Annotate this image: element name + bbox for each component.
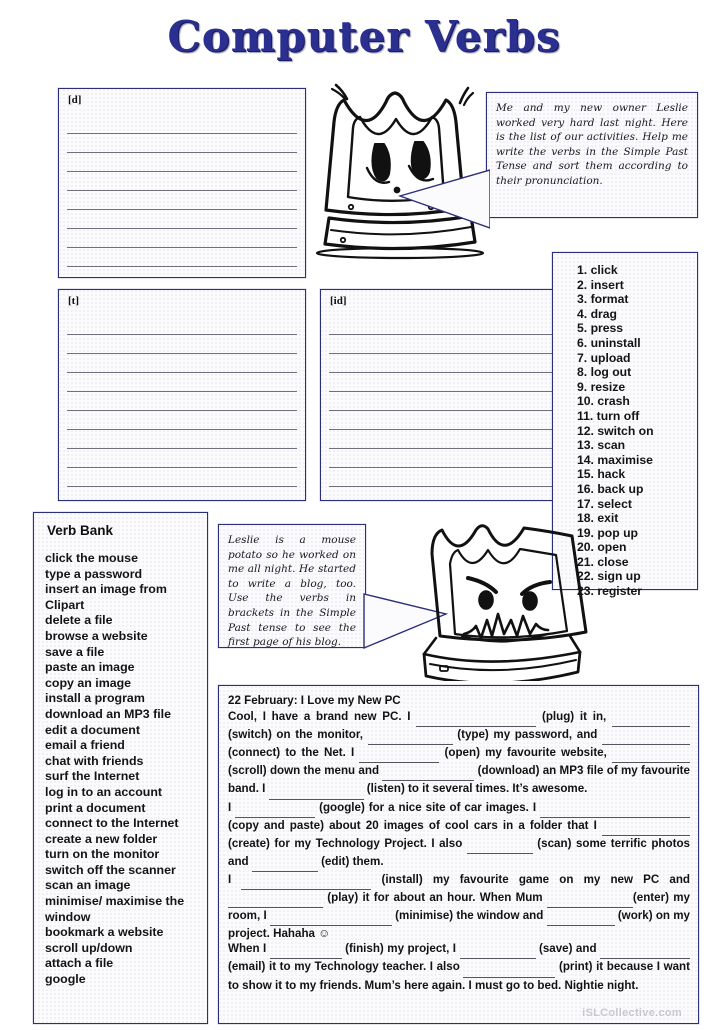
ruled-lines-d (67, 115, 297, 269)
verb-number: 9. (577, 379, 588, 394)
answer-blank[interactable] (269, 783, 364, 799)
verb-list-item (577, 380, 691, 395)
verb-text: register (597, 584, 643, 599)
verb-list-item (577, 467, 691, 482)
verb-list-item (577, 453, 691, 468)
verb-bank-item: create a new folder (45, 831, 158, 846)
watermark: iSLCollective.com (582, 1007, 682, 1019)
verb-list-item (577, 424, 691, 439)
answer-blank[interactable] (382, 765, 474, 781)
answer-blank[interactable] (241, 874, 371, 890)
verb-number: 12. (577, 423, 594, 438)
verb-bank-item: delete a file (45, 613, 113, 628)
verb-text: turn off (596, 408, 640, 423)
verb-bank-item: google (45, 972, 86, 987)
verb-list-item (577, 540, 691, 555)
verb-bank-item: surf the Internet (45, 769, 140, 784)
verb-number: 5. (577, 321, 588, 336)
verb-list-item (577, 555, 691, 570)
verb-bank-item: scan an image (45, 878, 131, 893)
verb-number: 23. (577, 584, 594, 599)
verb-list-item (577, 278, 691, 293)
ruled-lines-id (329, 316, 559, 492)
answer-blank[interactable] (270, 943, 342, 959)
verb-text: click (590, 263, 618, 277)
verb-number: 19. (577, 525, 594, 540)
verb-bank-box (33, 512, 208, 1024)
verb-bank-item: copy an image (45, 675, 132, 690)
verb-bank-item: type a password (45, 566, 143, 581)
verb-number: 2. (577, 277, 588, 292)
answer-blank[interactable] (602, 729, 690, 745)
verb-list-item (577, 292, 691, 307)
verb-text: upload (590, 350, 631, 365)
verb-number: 3. (577, 292, 588, 307)
answer-blank[interactable] (416, 711, 536, 727)
verb-number: 15. (577, 467, 594, 482)
verb-bank-item: install a program (45, 691, 145, 706)
verb-number: 7. (577, 350, 588, 365)
verb-bank-item: paste an image (45, 660, 135, 675)
verb-bank-item: edit a document (45, 722, 141, 737)
verb-list-item (577, 584, 691, 599)
verb-number: 16. (577, 481, 594, 496)
category-label-id: [id] (330, 295, 347, 307)
verb-text: uninstall (590, 335, 641, 350)
verb-number: 17. (577, 496, 594, 511)
answer-blank[interactable] (460, 943, 536, 959)
answer-blank[interactable] (368, 729, 453, 745)
verb-text: log out (590, 365, 632, 380)
category-box-id (320, 289, 568, 501)
verb-bank-item: scroll up/down (45, 940, 133, 955)
verb-number: 13. (577, 438, 594, 453)
verb-text: resize (590, 379, 626, 394)
answer-blank[interactable] (252, 856, 318, 872)
verb-bank-item: email a friend (45, 738, 125, 753)
category-label-t: [t] (68, 295, 79, 307)
mouse-speech-bubble (218, 524, 366, 648)
verb-text: sign up (597, 569, 641, 584)
verb-list-item (577, 351, 691, 366)
verb-text: pop up (597, 525, 638, 540)
verb-text: select (597, 496, 632, 511)
angry-computer-illustration (414, 516, 594, 681)
answer-blank[interactable] (359, 747, 439, 763)
verb-number: 6. (577, 335, 588, 350)
verb-text: drag (590, 306, 617, 321)
verb-number: 8. (577, 365, 588, 380)
verb-number: 1. (577, 263, 588, 277)
verb-number: 10. (577, 394, 594, 409)
verb-text: press (590, 321, 624, 336)
page-title: Computer Verbs (167, 12, 561, 61)
verb-bank-item: log in to an account (45, 784, 163, 799)
verb-list-item (577, 569, 691, 584)
monitor-speech-bubble (486, 92, 698, 218)
answer-blank[interactable] (600, 943, 690, 959)
answer-blank[interactable] (467, 838, 533, 854)
answer-blank[interactable] (270, 910, 392, 926)
verb-bank-item: minimise/ maximise the window (45, 894, 185, 924)
verb-list-item (577, 526, 691, 541)
verb-text: hack (597, 467, 626, 482)
verb-bank-heading: Verb Bank (47, 523, 114, 538)
verb-bank-list (45, 551, 199, 988)
category-box-t (58, 289, 306, 501)
verb-bank-item: print a document (45, 800, 146, 815)
answer-blank[interactable] (547, 892, 633, 908)
verb-number: 14. (577, 452, 594, 467)
answer-blank[interactable] (463, 961, 555, 977)
answer-blank[interactable] (228, 892, 323, 908)
verb-list-item (577, 321, 691, 336)
verb-text: maximise (597, 452, 653, 467)
monitor-speech-text: Me and my new owner Leslie worked very hard last night. Here is the list of our activities. Help me write the verbs in the Simple Past Tense and sort them according to their pronunciation. (496, 102, 688, 187)
verb-number: 20. (577, 540, 594, 555)
answer-blank[interactable] (602, 820, 690, 836)
verb-bank-item: chat with friends (45, 753, 144, 768)
verb-text: open (597, 540, 627, 555)
verb-bank-item: save a file (45, 644, 105, 659)
verb-number: 21. (577, 554, 594, 569)
verb-number: 18. (577, 511, 594, 526)
verb-list-item (577, 438, 691, 453)
verb-bank-item: attach a file (45, 956, 114, 971)
verb-text: crash (597, 394, 630, 409)
verb-text: exit (597, 511, 619, 526)
verb-list-item (577, 497, 691, 512)
verb-bank-item: turn on the monitor (45, 847, 160, 862)
answer-blank[interactable] (612, 747, 690, 763)
verb-text: insert (590, 277, 624, 292)
verb-bank-item: click the mouse (45, 551, 138, 565)
category-label-d: [d] (68, 94, 82, 106)
verb-list-item (577, 482, 691, 497)
blog-body: Cool, I have a brand new PC. I (plug) it in, (switch) on the monitor, (type) my password, and (connect) to the Net. I (open) my favourite website, (scroll) down the menu and (download) an MP3 file of my favourite band. I (listen) to it several times. It’s awesome. I (google) for a nice site of car images. I (copy and paste) about 20 images of cool cars in a folder that I (create) for my Technology Project. I also (scan) some terrific photos and (edit) them. I (install) my favourite game on my new PC and (play) it for about an hour. When Mum (enter) my room, I (minimise) the window and (work) on my project. Hahaha ☺ When I (finish) my project, I (save) and (email) it to my Technology teacher. I also (print) it because I want to show it to my friends. Mum’s here again. I must go to bed. Nightie night. (228, 710, 690, 992)
mouse-speech-text: Leslie is a mouse potato so he worked on me all night. He started to write a blog, too. Use the verbs in brackets in the Simple Past tense to see the first page of his blog. (228, 534, 356, 649)
answer-blank[interactable] (547, 910, 615, 926)
verb-bank-item: switch off the scanner (45, 862, 176, 877)
verb-list-item (577, 511, 691, 526)
verb-list-item (577, 394, 691, 409)
category-box-d (58, 88, 306, 278)
verb-bank-item: download an MP3 file (45, 706, 171, 721)
answer-blank[interactable] (235, 802, 315, 818)
verb-list-item (577, 263, 691, 278)
answer-blank[interactable] (612, 711, 690, 727)
verb-number: 4. (577, 306, 588, 321)
verb-list-item (577, 365, 691, 380)
blog-content (219, 686, 698, 999)
verb-bank-item: bookmark a website (45, 925, 164, 940)
verb-list-item (577, 336, 691, 351)
monitor-bubble-tail (398, 168, 490, 234)
verb-bank-item: browse a website (45, 628, 148, 643)
verb-list-item (577, 307, 691, 322)
verb-text: scan (597, 438, 626, 453)
verb-number: 11. (577, 408, 594, 423)
verb-bank-item: insert an image from Clipart (45, 582, 167, 612)
verb-list-item (577, 409, 691, 424)
verb-text: format (590, 292, 629, 307)
verb-number: 22. (577, 569, 594, 584)
verb-bank-item: connect to the Internet (45, 816, 179, 831)
answer-blank[interactable] (540, 802, 690, 818)
blog-text-box (218, 685, 699, 1024)
verb-text: back up (597, 481, 644, 496)
verb-text: switch on (597, 423, 654, 438)
blog-heading: 22 February: I Love my New PC (228, 694, 401, 707)
verb-text: close (597, 554, 629, 569)
ruled-lines-t (67, 316, 297, 492)
